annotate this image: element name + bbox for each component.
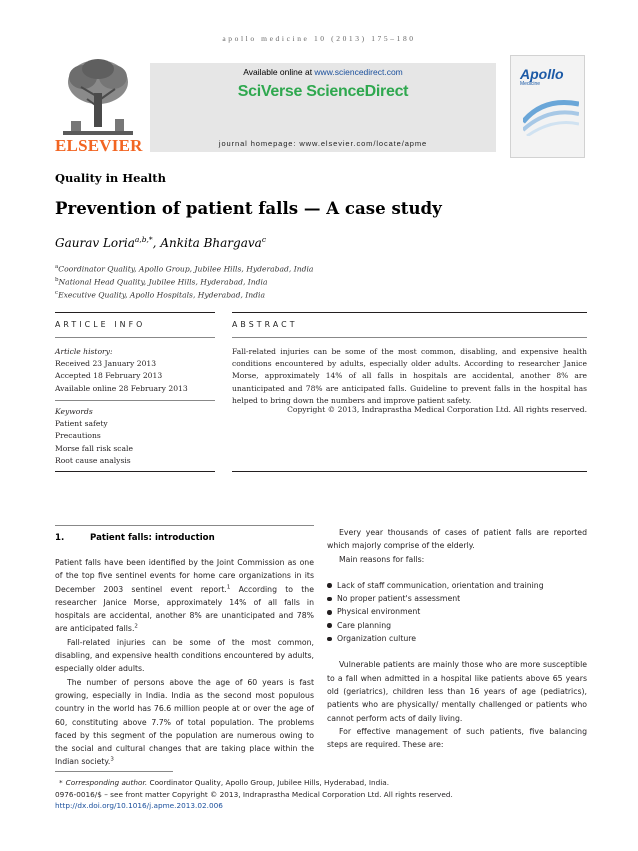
sciencedirect-link[interactable]: www.sciencedirect.com — [314, 67, 403, 77]
reference-link[interactable]: 1 — [226, 584, 231, 591]
abstract-copyright: Copyright © 2013, Indraprastha Medical Corporation Ltd. All rights reserved. — [287, 405, 587, 414]
author-list — [55, 235, 266, 250]
list-item: No proper patient's assessment — [327, 592, 587, 605]
running-head: apollo medicine 10 (2013) 175–180 — [222, 34, 416, 43]
history-item: Received 23 January 2013 — [55, 359, 157, 369]
paragraph: Every year thousands of cases of patient falls are reported which majorly comprise of the elderly. — [327, 528, 587, 551]
author-affiliation-mark[interactable]: c — [261, 235, 267, 244]
cover-subtitle: Medicine — [520, 81, 541, 87]
corresponding-author-note: * Corresponding author. Coordinator Quality, Apollo Group, Jubilee Hills, Hyderabad, India. — [59, 778, 390, 787]
paragraph: Vulnerable patients are mainly those who are more susceptible to a fall when admitted in a hospital like patients above 65 years old (geriatrics), children less than 16 years of age (pediatrics), patients who are physically/ mentally challenged or patients who cannot perform acts of daily living. — [327, 660, 587, 723]
keyword-item[interactable]: Root cause analysis — [55, 455, 131, 465]
abstract-text: Fall-related injuries can be some of the most common, disabling, and expensive health conditions encountered by adults, especially older adults. According to researcher Janice Morse, approximately 14% of all falls in hospitals are accidental, another 8% are unanticipated and 78% are anticipated falls. Guideline to prevent falls in the hospital has helped to bring down the numbers and improve patient safety. — [232, 347, 587, 405]
footnotes — [55, 777, 595, 812]
keyword-item[interactable]: Morse fall risk scale — [55, 443, 133, 453]
keyword-item[interactable]: Patient safety — [55, 419, 108, 429]
keywords-label: Keywords — [55, 407, 93, 416]
list-item: Physical environment — [327, 605, 587, 618]
paragraph: Fall-related injuries can be some of the most common, disabling, and expensive health conditions encountered by adults, especially older adults. — [55, 637, 314, 674]
available-online — [150, 67, 496, 77]
elsevier-logo[interactable] — [55, 55, 143, 158]
info-bottom-rule — [55, 471, 215, 472]
abstract-top-rule — [232, 312, 587, 313]
abstract-heading: ABSTRACT — [232, 320, 298, 329]
section-number: 1. — [55, 533, 65, 543]
paragraph: The number of persons above the age of 60 years is fast growing, especially in India. India as the second most populous country in the world has 76.6 million people at or over the age of 60, constituting above 7.7% of total population. The problems faced by this segment of the population are numerous owing to the social and cultural changes that are taking place within the Indian society.$^3$ — [55, 677, 314, 767]
paragraph: Main reasons for falls: — [339, 554, 425, 564]
abstract-bottom-rule — [232, 471, 587, 472]
info-mid-rule — [55, 337, 215, 338]
affiliation-item: $^a$Coordinator Quality, Apollo Group, Jubilee Hills, Hyderabad, India — [55, 264, 314, 274]
keywords — [55, 406, 215, 467]
list-item: Organization culture — [327, 632, 587, 645]
section-label: Quality in Health — [55, 171, 166, 185]
abstract-mid-rule — [232, 337, 587, 338]
issn-line: 0976-0016/$ – see front matter Copyright © 2013, Indraprastha Medical Corporation Ltd. All rights reserved. — [55, 789, 453, 799]
history-item: Available online 28 February 2013 — [55, 383, 188, 393]
author-name[interactable]: Gaurav Loria — [55, 236, 135, 250]
footnote-rule — [55, 771, 173, 772]
list-item: Lack of staff communication, orientation and training — [327, 579, 587, 592]
intro-heading-rule — [55, 525, 314, 526]
paragraph: Patient falls have been identified by the Joint Commission as one of the top five sentinel events for home care organizations in its December 2003 sentinel event report.$^1$ According to the researcher Janice Morse, approximately 14% of all falls in hospitals are accidental, another 8% are unanticipated and 78% are anticipated falls.$^2$ — [55, 558, 314, 634]
article-info-heading: ARTICLE INFO — [55, 320, 146, 329]
author-affiliation-mark[interactable]: a,b,* — [134, 235, 153, 244]
keywords-rule — [55, 400, 215, 401]
history-label: Article history: — [55, 347, 113, 356]
paragraph: For effective management of such patients, five balancing steps are required. These are: — [327, 726, 587, 750]
footnote-mark: * — [59, 778, 63, 787]
keyword-item[interactable]: Precautions — [55, 431, 101, 441]
history-item: Accepted 18 February 2013 — [55, 371, 163, 381]
reference-link[interactable]: 3 — [110, 756, 114, 763]
affiliation-item: $^c$Executive Quality, Apollo Hospitals, Hyderabad, India — [55, 289, 265, 300]
affiliations — [55, 262, 313, 301]
author-separator: , — [152, 236, 161, 250]
body-column-right — [327, 526, 587, 751]
author-name[interactable]: Ankita Bhargava — [160, 236, 262, 250]
elsevier-tree-icon — [63, 57, 133, 135]
reference-link[interactable]: 2 — [134, 623, 138, 630]
article-history — [55, 346, 215, 395]
list-item: Care planning — [327, 619, 587, 632]
article-title: Prevention of patient falls — A case study — [55, 198, 442, 218]
section-heading — [55, 533, 215, 543]
cover-logo: Apollo — [520, 66, 564, 82]
sciencedirect-box — [150, 63, 496, 152]
available-prefix: Available online at — [243, 67, 315, 77]
journal-cover[interactable] — [510, 55, 585, 158]
journal-banner — [55, 55, 585, 158]
doi-link[interactable]: http://dx.doi.org/10.1016/j.apme.2013.02.006 — [55, 801, 223, 811]
body-column-left — [55, 556, 314, 769]
affiliation-item: $^b$National Head Quality, Jubilee Hills, Hyderabad, India — [55, 276, 268, 287]
section-title: Patient falls: introduction — [90, 533, 215, 543]
info-top-rule — [55, 312, 215, 313]
cover-art-icon — [523, 92, 579, 136]
journal-homepage[interactable]: journal homepage: www.elsevier.com/locate/apme — [218, 139, 428, 148]
reasons-list — [327, 579, 587, 645]
elsevier-wordmark: ELSEVIER — [55, 136, 143, 155]
sciverse-logo[interactable]: SciVerse ScienceDirect — [237, 83, 409, 100]
